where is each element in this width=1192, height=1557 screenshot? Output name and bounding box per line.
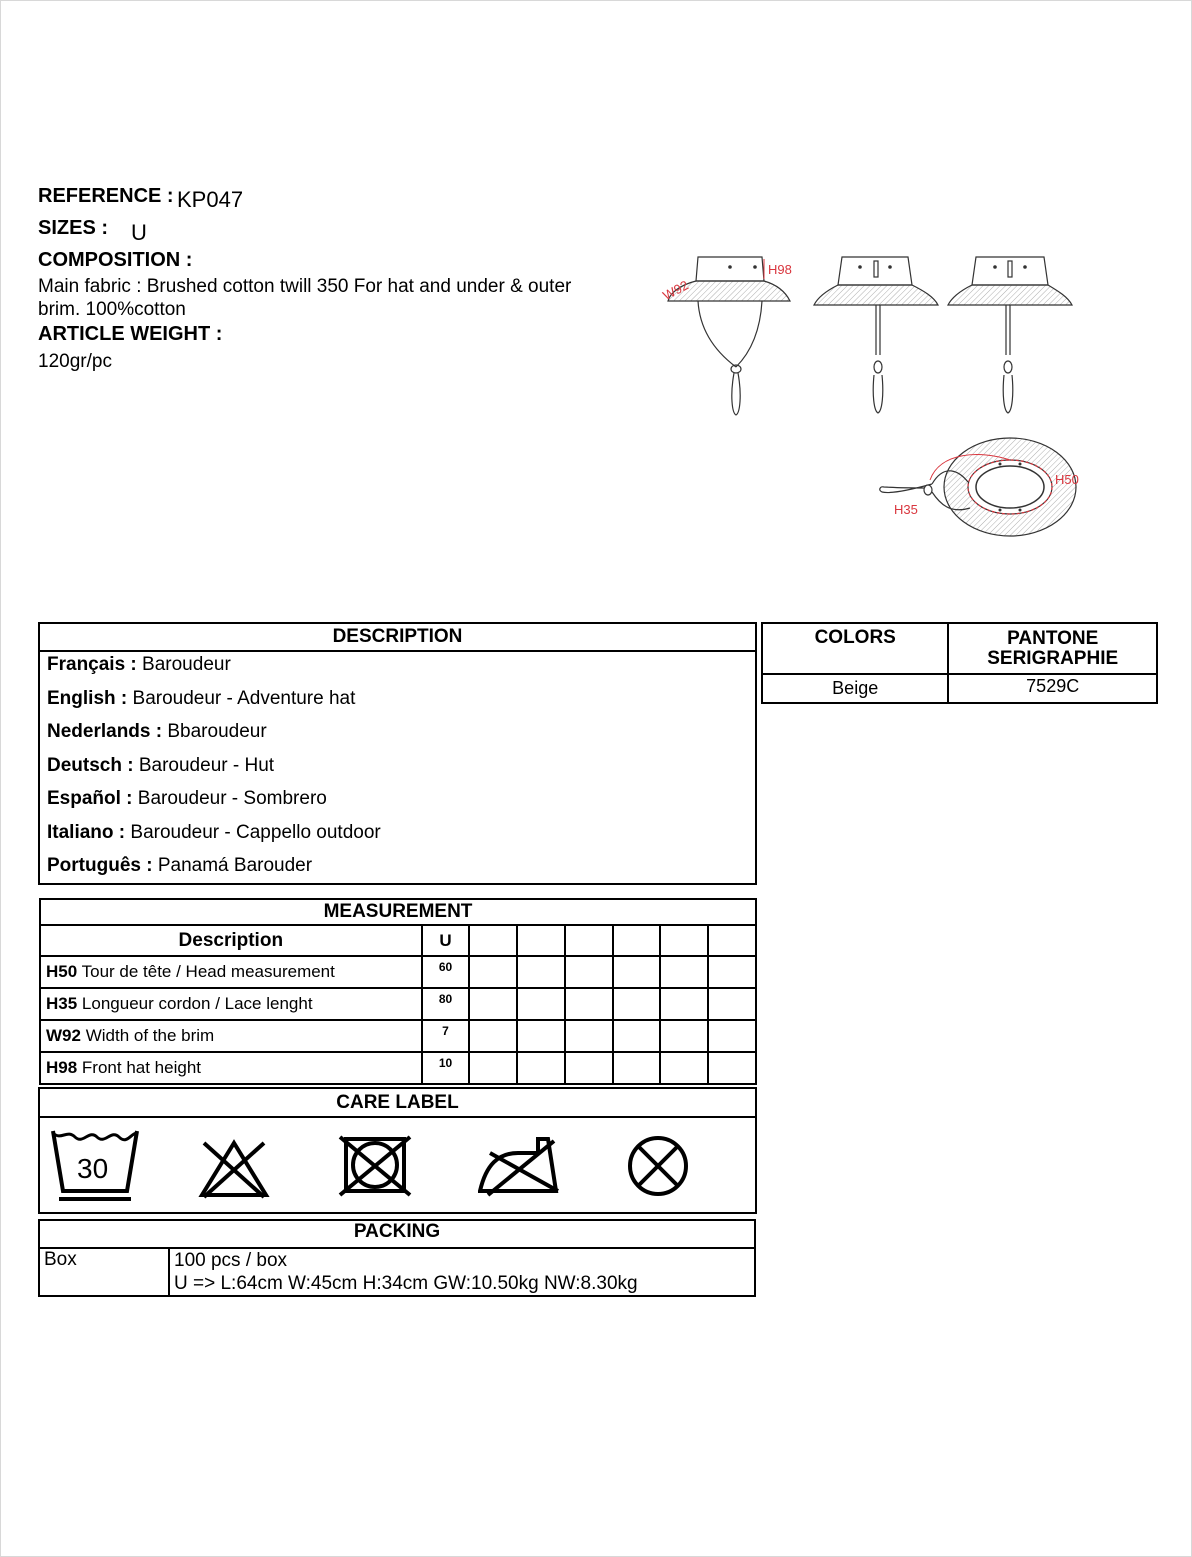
hat-drawing-top	[870, 432, 1090, 542]
h50-label: H50	[1055, 472, 1079, 487]
measurement-table	[39, 898, 757, 1085]
pantone-header: PANTONE SERIGRAPHIE	[948, 623, 1157, 674]
w92-label: W92	[660, 277, 691, 304]
empty-cell	[660, 988, 708, 1020]
sizes-label: SIZES :	[38, 217, 109, 239]
no-iron-icon	[478, 1135, 560, 1197]
table-row	[40, 956, 756, 988]
description-row-nl: Nederlands : Bbaroudeur	[47, 721, 267, 742]
empty-cell	[613, 1020, 661, 1052]
measurement-desc: H35 Longueur cordon / Lace lenght	[40, 988, 422, 1020]
empty-cell	[708, 925, 756, 956]
table-row	[40, 1020, 756, 1052]
measurement-desc: H98 Front hat height	[40, 1052, 422, 1084]
empty-cell	[469, 925, 517, 956]
measurement-size-header: U	[422, 925, 470, 956]
table-row	[40, 1052, 756, 1084]
measurement-value: 7	[422, 1020, 470, 1052]
empty-cell	[660, 1020, 708, 1052]
empty-cell	[565, 956, 613, 988]
empty-cell	[708, 1020, 756, 1052]
colors-header: COLORS	[762, 623, 948, 674]
measurement-desc-header: Description	[40, 925, 422, 956]
empty-cell	[517, 988, 565, 1020]
empty-cell	[565, 1020, 613, 1052]
h98-label: H98	[768, 262, 792, 277]
empty-cell	[708, 988, 756, 1020]
packing-qty: 100 pcs / box	[174, 1250, 288, 1271]
measurement-desc: W92 Width of the brim	[40, 1020, 422, 1052]
description-row-fr: Français : Baroudeur	[47, 654, 231, 675]
care-label-box	[38, 1087, 757, 1214]
empty-cell	[613, 1052, 661, 1084]
description-row-pt: Português : Panamá Barouder	[47, 855, 313, 876]
no-bleach-icon	[198, 1139, 270, 1199]
empty-cell	[708, 956, 756, 988]
wash-temp: 30	[77, 1153, 109, 1184]
empty-cell	[613, 925, 661, 956]
measurement-value: 10	[422, 1052, 470, 1084]
empty-cell	[660, 956, 708, 988]
weight-label: ARTICLE WEIGHT :	[38, 323, 223, 345]
reference-value: KP047	[177, 187, 244, 212]
empty-cell	[517, 956, 565, 988]
table-row	[40, 988, 756, 1020]
description-table	[38, 622, 757, 885]
composition-line-1: Main fabric : Brushed cotton twill 350 For hat and under & outer	[38, 276, 572, 297]
packing-type: Box	[39, 1248, 169, 1296]
pantone-cell: 7529C	[948, 674, 1157, 703]
description-row-de: Deutsch : Baroudeur - Hut	[47, 755, 275, 776]
empty-cell	[613, 988, 661, 1020]
hat-front-view	[814, 257, 938, 413]
description-row-en: English : Baroudeur - Adventure hat	[47, 688, 356, 709]
empty-cell	[469, 988, 517, 1020]
empty-cell	[660, 925, 708, 956]
description-row-es: Español : Baroudeur - Sombrero	[47, 788, 327, 809]
empty-cell	[469, 1020, 517, 1052]
reference-label: REFERENCE :	[38, 185, 174, 207]
colors-table	[761, 622, 1158, 704]
empty-cell	[708, 1052, 756, 1084]
measurement-value: 80	[422, 988, 470, 1020]
hat-angled-view	[668, 257, 790, 415]
empty-cell	[517, 1052, 565, 1084]
empty-cell	[565, 1052, 613, 1084]
weight-value: 120gr/pc	[38, 351, 112, 372]
packing-title: PACKING	[39, 1220, 755, 1248]
empty-cell	[469, 1052, 517, 1084]
empty-cell	[517, 925, 565, 956]
empty-cell	[565, 925, 613, 956]
packing-dims: U => L:64cm W:45cm H:34cm GW:10.50kg NW:8.30kg	[174, 1273, 638, 1294]
empty-cell	[660, 1052, 708, 1084]
hat-back-view	[948, 257, 1072, 413]
empty-cell	[469, 956, 517, 988]
packing-details	[169, 1248, 755, 1296]
empty-cell	[565, 988, 613, 1020]
sizes-value: U	[131, 220, 147, 245]
description-title: DESCRIPTION	[40, 624, 755, 652]
no-dry-clean-icon	[625, 1135, 691, 1197]
color-cell: Beige	[762, 674, 948, 703]
measurement-desc: H50 Tour de tête / Head measurement	[40, 956, 422, 988]
empty-cell	[613, 956, 661, 988]
empty-cell	[517, 1020, 565, 1052]
composition-line-2: brim. 100%cotton	[38, 299, 186, 320]
hat-drawings-side	[650, 245, 1090, 425]
composition-label: COMPOSITION :	[38, 249, 193, 271]
wash-30-icon	[49, 1127, 141, 1207]
measurement-value: 60	[422, 956, 470, 988]
description-row-it: Italiano : Baroudeur - Cappello outdoor	[47, 822, 381, 843]
measurement-title: MEASUREMENT	[40, 899, 756, 925]
care-label-title: CARE LABEL	[40, 1089, 755, 1118]
packing-table	[38, 1219, 756, 1297]
h35-label: H35	[894, 502, 918, 517]
no-tumble-dry-icon	[338, 1135, 412, 1197]
